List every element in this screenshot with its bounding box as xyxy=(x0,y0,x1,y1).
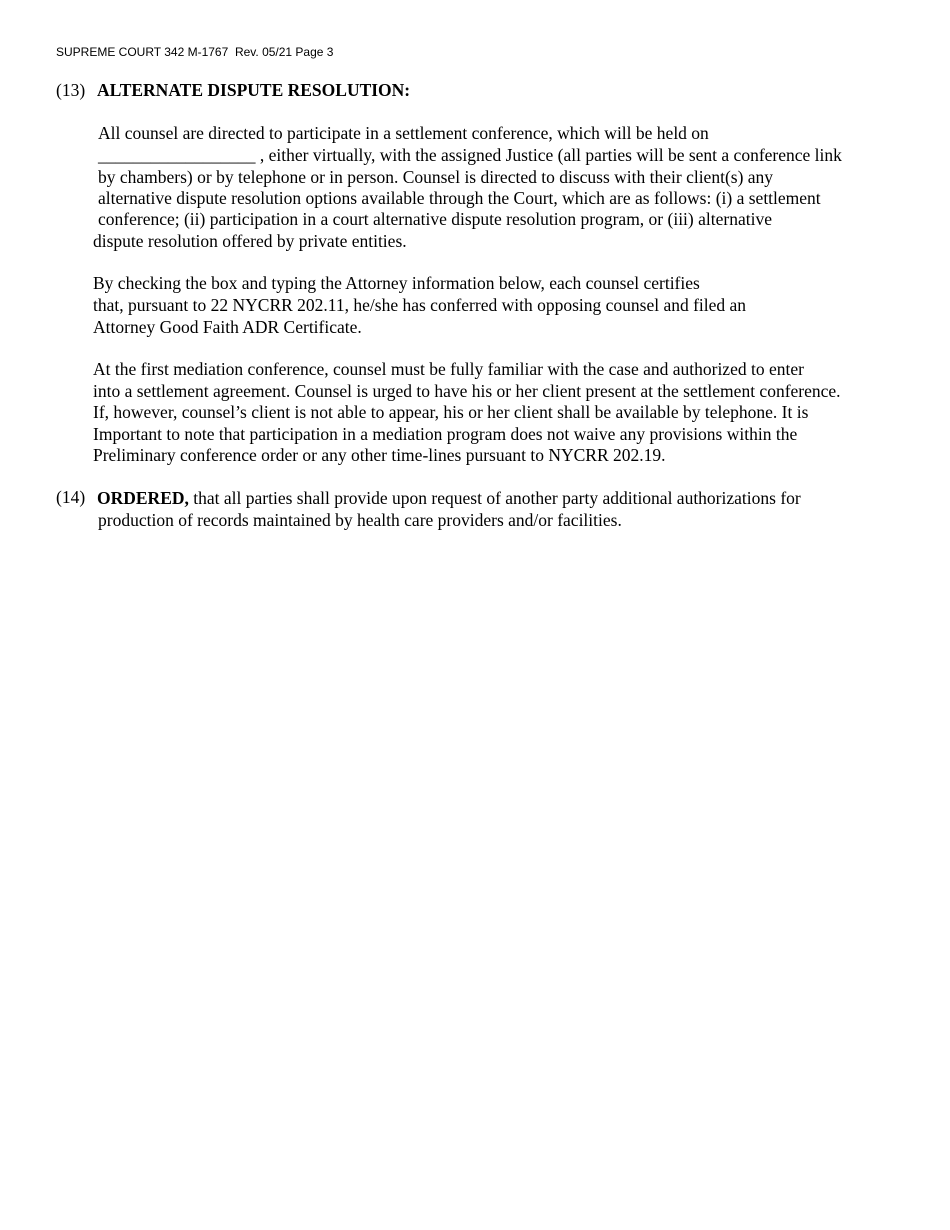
paragraph-line: All counsel are directed to participate in a settlement conference, which will be held on xyxy=(98,123,709,143)
section-14-line-1-rest: that all parties shall provide upon request of another party additional authorizations for xyxy=(188,488,801,508)
section-14-line-1 xyxy=(97,487,801,509)
paragraph-line: Preliminary conference order or any other time-lines pursuant to NYCRR 202.19. xyxy=(93,445,666,465)
section-14-number: (14) xyxy=(56,487,86,507)
section-13-title: ALTERNATE DISPUTE RESOLUTION: xyxy=(97,80,411,100)
paragraph-line: that, pursuant to 22 NYCRR 202.11, he/she has conferred with opposing counsel and filed an xyxy=(93,295,747,315)
page-header: SUPREME COURT 342 M-1767 Rev. 05/21 Page 3 xyxy=(56,45,334,59)
paragraph-line: conference; (ii) participation in a court alternative dispute resolution program, or (iii) alternative xyxy=(98,209,772,229)
paragraph-line: by chambers) or by telephone or in person. Counsel is directed to discuss with their client(s) any xyxy=(98,167,774,187)
paragraph-line: By checking the box and typing the Attorney information below, each counsel certifies xyxy=(93,273,700,293)
paragraph-line: __________________ , either virtually, with the assigned Justice (all parties will be sent a conference link xyxy=(98,145,842,165)
paragraph-line: At the first mediation conference, counsel must be fully familiar with the case and authorized to enter xyxy=(93,359,804,379)
paragraph-line: into a settlement agreement. Counsel is urged to have his or her client present at the settlement conference. xyxy=(93,381,841,401)
paragraph-line: Attorney Good Faith ADR Certificate. xyxy=(93,317,362,337)
paragraph-line: dispute resolution offered by private entities. xyxy=(93,231,407,251)
section-13-number: (13) xyxy=(56,80,86,100)
paragraph-line: Important to note that participation in a mediation program does not waive any provisions within the xyxy=(93,424,798,444)
ordered-lead: ORDERED, xyxy=(97,488,189,508)
paragraph-line: If, however, counsel’s client is not able to appear, his or her client shall be available by telephone. It is xyxy=(93,402,809,422)
paragraph-line: alternative dispute resolution options available through the Court, which are as follows: (i) a settlement xyxy=(98,188,821,208)
section-14-line-2: production of records maintained by health care providers and/or facilities. xyxy=(98,510,622,530)
